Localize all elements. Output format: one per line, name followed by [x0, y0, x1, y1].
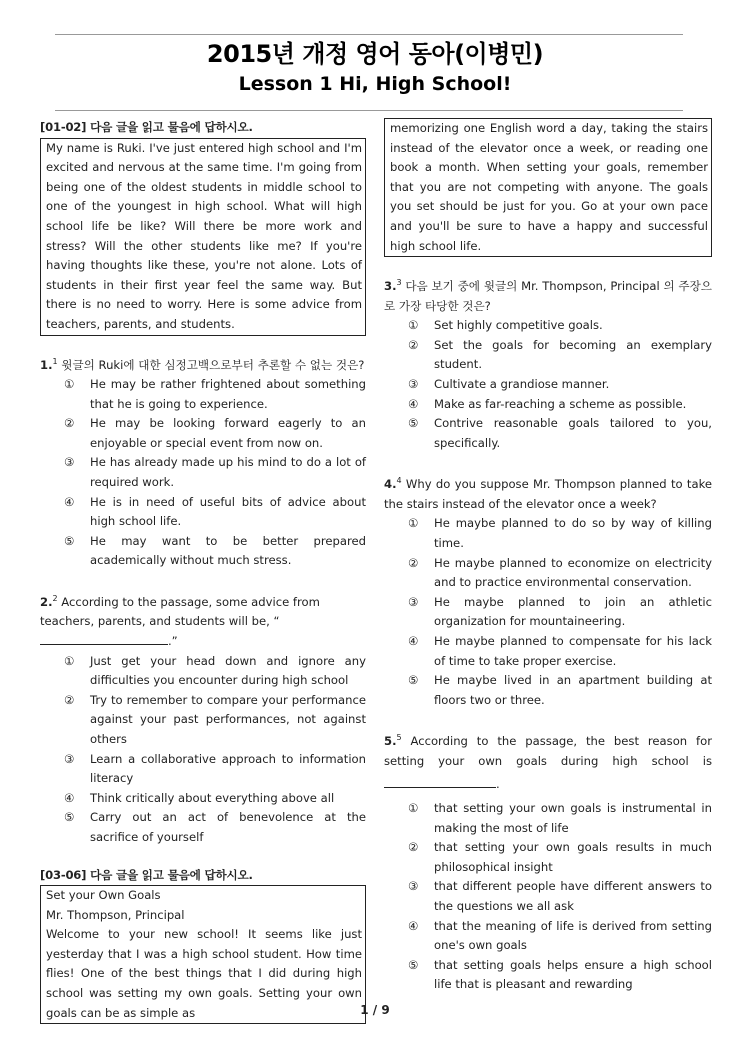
- passage-heading: Set your Own Goals: [46, 888, 161, 903]
- option-text: He may be looking forward eagerly to an enjoyable or special event from now on.: [90, 416, 366, 450]
- option[interactable]: [384, 336, 712, 375]
- option-text: Set the goals for becoming an exemplary student.: [434, 337, 712, 372]
- option-text: Learn a collaborative approach to information literacy: [90, 751, 366, 786]
- option[interactable]: [40, 414, 366, 453]
- question-text-end: .: [496, 777, 500, 792]
- option[interactable]: [384, 593, 712, 632]
- question-3-stem: [384, 273, 712, 316]
- question-1: [40, 352, 366, 571]
- option-text: Carry out an act of benevolence at the sacrifice of yourself: [90, 810, 366, 844]
- option[interactable]: [384, 838, 712, 877]
- option[interactable]: [384, 514, 712, 553]
- page-subtitle: Lesson 1 Hi, High School!: [238, 73, 512, 95]
- option-number: ④: [408, 918, 419, 933]
- option-number: ①: [408, 516, 419, 531]
- option[interactable]: [40, 493, 366, 532]
- option[interactable]: [384, 414, 712, 453]
- question-4-options: [384, 514, 712, 710]
- option-number: ④: [64, 790, 75, 805]
- option-text: He may want to be better prepared academically without much stress.: [90, 533, 366, 568]
- option[interactable]: [40, 691, 366, 750]
- question-5-stem: [384, 728, 712, 771]
- option-text: that different people have different answers to the questions we all ask: [434, 879, 712, 913]
- option-text: that setting goals helps ensure a high school life that is pleasant and rewarding: [434, 957, 712, 992]
- option-text: Cultivate a grandiose manner.: [434, 376, 610, 391]
- option-number: ④: [408, 396, 419, 411]
- option[interactable]: [384, 316, 712, 336]
- option-number: ①: [408, 318, 419, 333]
- option-number: ⑤: [408, 673, 419, 688]
- question-text-end: .”: [168, 633, 178, 648]
- right-column: [384, 118, 712, 995]
- option-number: ⑤: [64, 533, 75, 548]
- option-number: ②: [408, 337, 419, 352]
- option-text: that the meaning of life is derived from setting one's own goals: [434, 918, 712, 953]
- option[interactable]: [384, 917, 712, 956]
- option[interactable]: [40, 532, 366, 571]
- question-5-blank-line: [384, 775, 712, 795]
- question-text: According to the passage, some advice from teachers, parents, and students will be, “: [40, 594, 320, 629]
- option-number: ④: [64, 494, 75, 509]
- option-text: He maybe planned to economize on electricity and to practice environmental conservation.: [434, 555, 712, 590]
- question-1-options: [40, 375, 366, 571]
- footnote-mark: 1: [52, 356, 58, 366]
- option-text: that setting your own goals results in much philosophical insight: [434, 840, 712, 874]
- option-text: He maybe lived in an apartment building at floors two or three.: [434, 673, 712, 707]
- option-text: He maybe planned to compensate for his lack of time to take proper exercise.: [434, 633, 712, 668]
- option[interactable]: [40, 789, 366, 809]
- question-text: 다음 보기 중에 윗글의 Mr. Thompson, Principal 의 주장으로 가장 타당한 것은?: [384, 279, 713, 313]
- question-2-stem: [40, 589, 366, 652]
- option-number: ③: [408, 376, 419, 391]
- option-number: ③: [64, 751, 75, 766]
- question-text: According to the passage, the best reason for setting your own goals during high school is: [384, 734, 712, 768]
- passage-author: Mr. Thompson, Principal: [46, 907, 185, 922]
- question-2-options: [40, 652, 366, 848]
- footnote-mark: 2: [52, 593, 58, 603]
- option-text: He maybe planned to do so by way of killing time.: [434, 516, 712, 550]
- option-text: He is in need of useful bits of advice about high school life.: [90, 494, 366, 529]
- passage-box-ruki: My name is Ruki. I've just entered high school and I'm excited and nervous at the same time. I'm going from being one of the oldest students in middle school to one of the youngest in high school. What will high school life be like? Will there be more work and stress? Will the other students like me? If you're having thoughts like these, you're not alone. Lots of students in their first year feel the same way. But there is no need to worry. Here is some advice from teachers, parents, and students.: [40, 138, 366, 336]
- option-text: Think critically about everything above all: [90, 790, 335, 805]
- section-label-01-02: [01-02] 다음 글을 읽고 물음에 답하시오.: [40, 120, 253, 134]
- question-number: 4.: [384, 477, 397, 492]
- question-number: 1.: [40, 357, 53, 372]
- option-number: ⑤: [408, 416, 419, 431]
- option[interactable]: [384, 671, 712, 710]
- page-title: 2015년 개정 영어 동아(이병민): [206, 40, 544, 68]
- question-4: [384, 471, 712, 710]
- footnote-mark: 4: [396, 476, 402, 486]
- footnote-mark: 5: [396, 733, 402, 743]
- question-2: [40, 589, 366, 848]
- question-5-options: [384, 799, 712, 995]
- option-number: ③: [408, 594, 419, 609]
- passage-box-goals-part2: memorizing one English word a day, taking the stairs instead of the elevator once a week, or reading one book a month. When setting your goals, remember that you are not competing with anyone. The goals you set should be just for you. Go at your own pace and you'll be sure to have a happy and successful high school life.: [384, 118, 712, 257]
- option[interactable]: [384, 375, 712, 395]
- passage-text: Welcome to your new school! It seems like just yesterday that I was a high school student. How time flies! One of the best things that I did during high school was setting my own goals. Setting your own goals can be as simple as: [46, 927, 362, 1020]
- option-number: ②: [64, 416, 75, 431]
- left-column: [40, 118, 366, 1024]
- option-number: ⑤: [408, 957, 419, 972]
- option-number: ①: [64, 653, 75, 668]
- option[interactable]: [384, 632, 712, 671]
- question-4-stem: [384, 471, 712, 514]
- option-number: ①: [408, 800, 419, 815]
- answer-blank[interactable]: [384, 775, 496, 788]
- option[interactable]: [40, 375, 366, 414]
- question-1-stem: [40, 352, 366, 375]
- header-bottom-rule: [55, 110, 683, 111]
- page-number: 1 / 9: [360, 1003, 390, 1017]
- question-number: 3.: [384, 279, 397, 294]
- question-3: [384, 273, 712, 453]
- footnote-mark: 3: [396, 278, 402, 288]
- option-number: ①: [64, 376, 75, 391]
- option-number: ③: [408, 879, 419, 894]
- section-label-03-06: [03-06] 다음 글을 읽고 물음에 답하시오.: [40, 867, 253, 882]
- option-text: Make as far-reaching a scheme as possible.: [434, 396, 687, 411]
- option[interactable]: [384, 395, 712, 415]
- option[interactable]: [384, 877, 712, 916]
- answer-blank[interactable]: [40, 632, 168, 645]
- option-text: Contrive reasonable goals tailored to you, specifically.: [434, 416, 712, 450]
- option[interactable]: [40, 750, 366, 789]
- option-text: Just get your head down and ignore any difficulties you encounter during high school: [90, 653, 366, 688]
- question-number: 2.: [40, 594, 53, 609]
- option[interactable]: [384, 799, 712, 838]
- option-text: He may be rather frightened about something that he is going to experience.: [90, 376, 366, 411]
- option-number: ②: [408, 840, 419, 855]
- question-text: Why do you suppose Mr. Thompson planned to take the stairs instead of the elevator once a week?: [384, 477, 713, 511]
- option-number: ④: [408, 633, 419, 648]
- option[interactable]: [384, 554, 712, 593]
- option[interactable]: [40, 652, 366, 691]
- option[interactable]: [40, 453, 366, 492]
- option-text: that setting your own goals is instrumental in making the most of life: [434, 800, 712, 835]
- question-3-options: [384, 316, 712, 453]
- header-top-rule: [55, 34, 683, 35]
- question-text: 윗글의 Ruki에 대한 심정고백으로부터 추론할 수 없는 것은?: [61, 357, 365, 372]
- option-number: ⑤: [64, 810, 75, 825]
- option[interactable]: [40, 808, 366, 847]
- option-text: He maybe planned to join an athletic organization for mountaineering.: [434, 594, 712, 629]
- option-text: Try to remember to compare your performance against your past performances, not against others: [90, 692, 366, 746]
- option-number: ②: [408, 555, 419, 570]
- option-number: ③: [64, 455, 75, 470]
- option[interactable]: [384, 956, 712, 995]
- option-text: Set highly competitive goals.: [434, 318, 603, 333]
- option-text: He has already made up his mind to do a lot of required work.: [90, 455, 366, 489]
- question-number: 5.: [384, 734, 397, 749]
- option-number: ②: [64, 692, 75, 707]
- question-5: [384, 728, 712, 995]
